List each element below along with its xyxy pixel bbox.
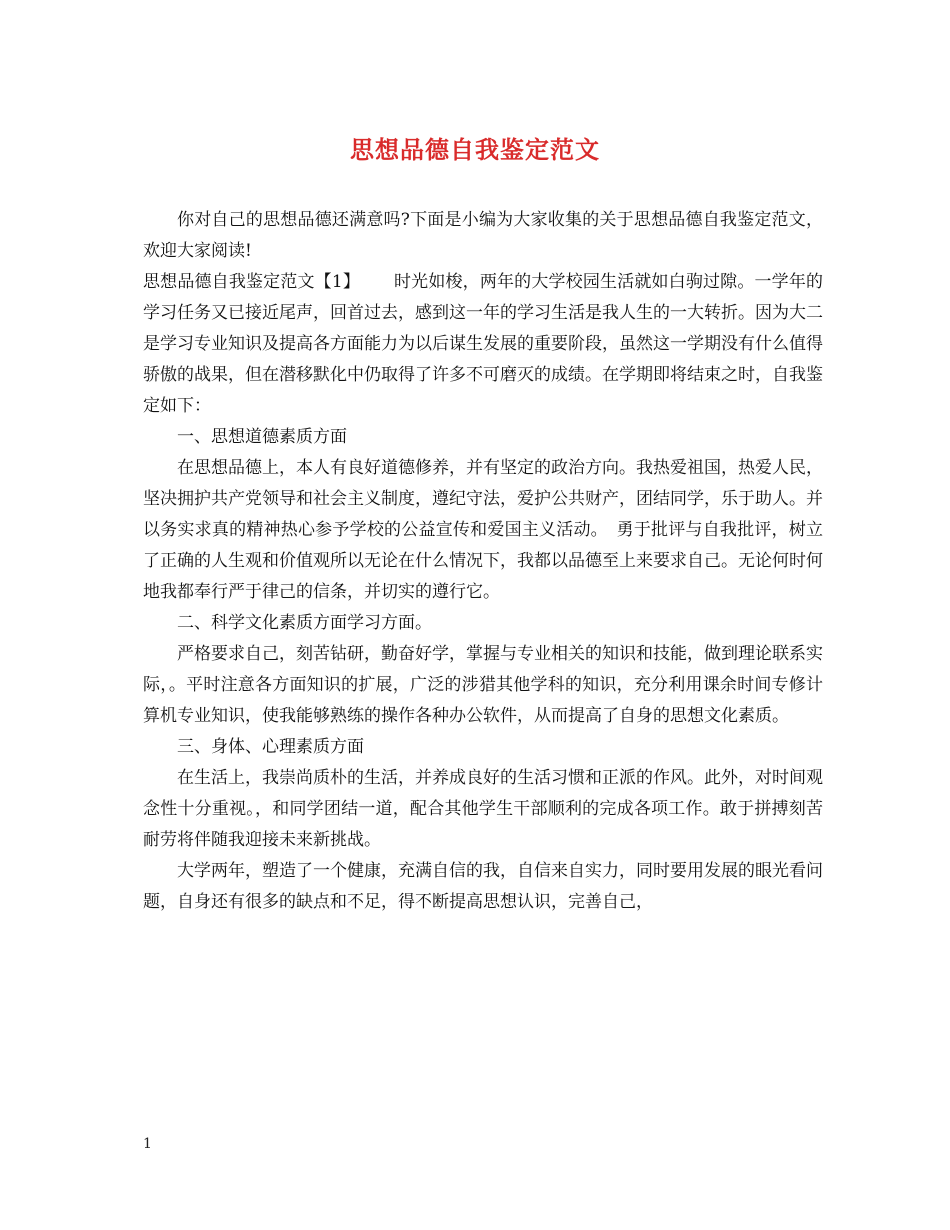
paragraph-1: 在思想品德上，本人有良好道德修养，并有坚定的政治方向。我热爱祖国，热爱人民，坚决拥护共产党领导和社会主义制度，遵纪守法，爱护公共财产，团结同学，乐于助人。并以务实求真的精神热心参予学校的公益宣传和爱国主义活动。 勇于批评与自我批评，树立了正确的人生观和价值观所以无论在什么情况下，我都以品德至上来要求自己。无论何时何地我都奉行严于律己的信条，并切实的遵行它。: [143, 458, 823, 602]
heading-3: 三、身体、心理素质方面: [177, 737, 364, 757]
document-title: 思想品德自我鉴定范文: [350, 135, 600, 164]
section1-paragraph: [143, 267, 823, 422]
paragraph-4: 大学两年，塑造了一个健康，充满自信的我，自信来自实力，同时要用发展的眼光看问题，自身还有很多的缺点和不足，得不断提高思想认识，完善自己，: [143, 861, 823, 912]
heading-1: 一、思想道德素质方面: [177, 427, 347, 447]
intro-paragraph: 你对自己的思想品德还满意吗?下面是小编为大家收集的关于思想品德自我鉴定范文，欢迎大家阅读!: [143, 210, 823, 261]
page-number: 1: [143, 1136, 152, 1152]
section1-label: 思想品德自我鉴定范文【1】: [143, 272, 360, 292]
heading-2: 二、科学文化素质方面学习方面。: [177, 613, 432, 633]
paragraph-2: 严格要求自己，刻苦钻研，勤奋好学，掌握与专业相关的知识和技能，做到理论联系实际，。平时注意各方面知识的扩展，广泛的涉猎其他学科的知识，充分利用课余时间专修计算机专业知识，使我能够熟练的操作各种办公软件，从而提高了自身的思想文化素质。: [143, 644, 823, 726]
paragraph-3: 在生活上，我崇尚质朴的生活，并养成良好的生活习惯和正派的作风。此外，对时间观念性十分重视。，和同学团结一道，配合其他学生干部顺利的完成各项工作。敢于拼搏刻苦耐劳将伴随我迎接未来新挑战。: [143, 768, 823, 850]
section1-text: 时光如梭，两年的大学校园生活就如白驹过隙。一学年的学习任务又已接近尾声，回首过去，感到这一年的学习生活是我人生的一大转折。因为大二是学习专业知识及提高各方面能力为以后谋生发展的重要阶段，虽然这一学期没有什么值得骄傲的战果，但在潜移默化中仍取得了许多不可磨灭的成绩。在学期即将结束之时，自我鉴定如下：: [143, 272, 823, 416]
document-body: [143, 205, 823, 918]
